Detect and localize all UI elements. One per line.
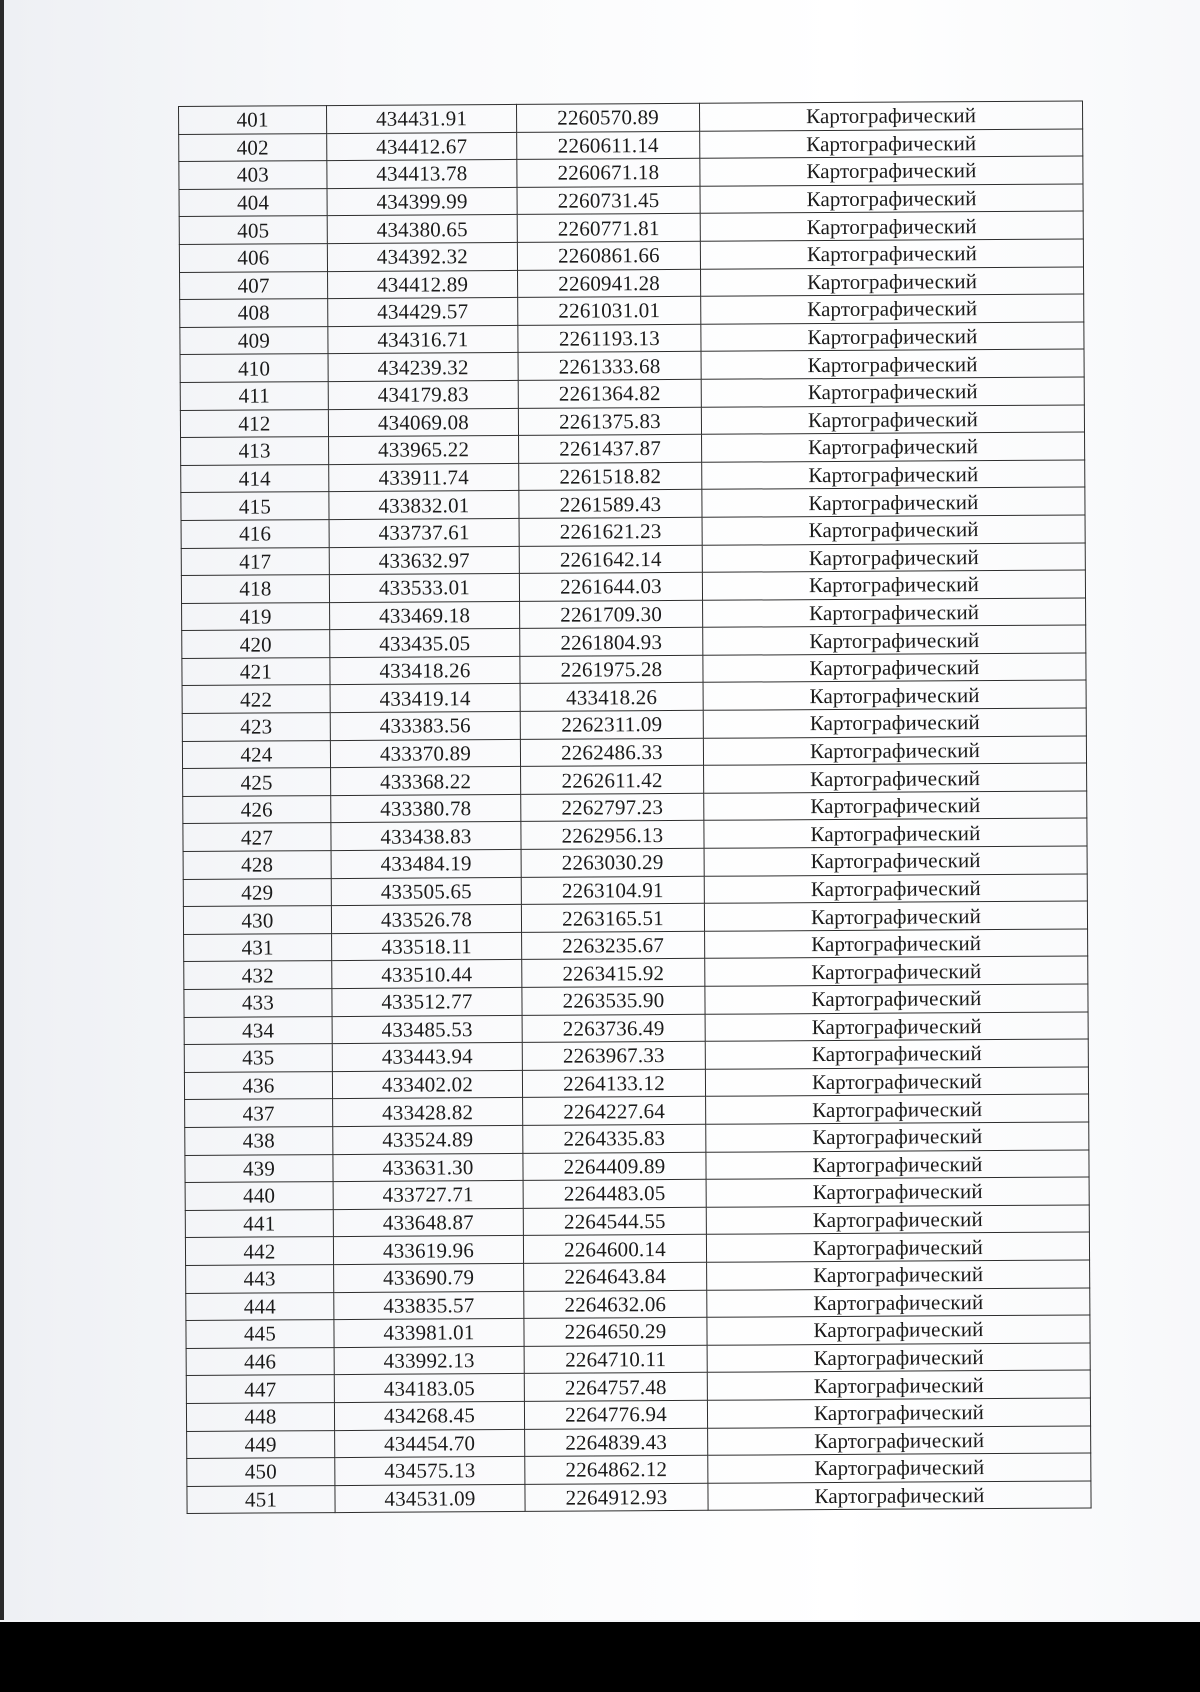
coordinate-y-cell: 2261333.68: [518, 352, 701, 381]
coordinate-x-cell: 434239.32: [328, 353, 518, 382]
coordinate-x-cell: 434429.57: [328, 298, 518, 327]
coordinate-x-cell: 433737.61: [329, 518, 519, 547]
coordinate-x-cell: 433512.77: [332, 987, 522, 1016]
method-cell: Картографический: [705, 956, 1088, 986]
point-number-cell: 412: [180, 409, 328, 437]
coordinate-x-cell: 433435.05: [330, 629, 520, 658]
point-number-cell: 408: [180, 299, 328, 327]
point-number-cell: 403: [179, 161, 327, 189]
method-cell: Картографический: [708, 1481, 1091, 1511]
coordinate-x-cell: 433526.78: [331, 905, 521, 934]
coordinate-y-cell: 2261642.14: [519, 545, 702, 574]
coordinate-x-cell: 433368.22: [331, 767, 521, 796]
point-number-cell: 423: [182, 713, 330, 741]
method-cell: Картографический: [704, 791, 1087, 821]
method-cell: Картографический: [704, 763, 1087, 793]
method-cell: Картографический: [702, 515, 1085, 545]
method-cell: Картографический: [705, 1039, 1088, 1069]
coordinate-x-cell: 433533.01: [329, 574, 519, 603]
coordinate-y-cell: 2264227.64: [523, 1097, 706, 1126]
coordinate-y-cell: 2264912.93: [525, 1483, 708, 1512]
coordinate-x-cell: 433505.65: [331, 877, 521, 906]
coordinates-table-wrapper: [178, 100, 1091, 1514]
coordinate-x-cell: 433510.44: [332, 960, 522, 989]
point-number-cell: 436: [184, 1071, 332, 1099]
coordinates-table: [178, 100, 1092, 1514]
coordinate-y-cell: 2264643.84: [524, 1262, 707, 1291]
coordinate-x-cell: 434316.71: [328, 325, 518, 354]
point-number-cell: 416: [181, 519, 329, 547]
point-number-cell: 430: [183, 906, 331, 934]
coordinate-x-cell: 433619.96: [333, 1236, 523, 1265]
method-cell: Картографический: [703, 653, 1086, 683]
coordinate-y-cell: 2262797.23: [521, 793, 704, 822]
method-cell: Картографический: [708, 1453, 1091, 1483]
coordinate-x-cell: 433631.30: [333, 1153, 523, 1182]
point-number-cell: 431: [184, 933, 332, 961]
point-number-cell: 447: [186, 1375, 334, 1403]
method-cell: Картографический: [700, 156, 1083, 186]
coordinate-y-cell: 2263415.92: [522, 959, 705, 988]
method-cell: Картографический: [702, 487, 1085, 517]
method-cell: Картографический: [707, 1315, 1090, 1345]
method-cell: Картографический: [705, 1067, 1088, 1097]
coordinate-x-cell: 433469.18: [330, 601, 520, 630]
method-cell: Картографический: [706, 1177, 1089, 1207]
method-cell: Картографический: [708, 1425, 1091, 1455]
coordinate-x-cell: 434268.45: [334, 1401, 524, 1430]
coordinate-x-cell: 434392.32: [327, 242, 517, 271]
coordinate-y-cell: 2264600.14: [523, 1235, 706, 1264]
coordinate-y-cell: 2263967.33: [522, 1041, 705, 1070]
coordinate-x-cell: 433690.79: [334, 1263, 524, 1292]
method-cell: Картографический: [707, 1398, 1090, 1428]
coordinate-x-cell: 433992.13: [334, 1346, 524, 1375]
coordinate-y-cell: 2262486.33: [520, 738, 703, 767]
point-number-cell: 429: [183, 878, 331, 906]
point-number-cell: 437: [185, 1099, 333, 1127]
coordinate-x-cell: 433911.74: [329, 463, 519, 492]
coordinate-x-cell: 433438.83: [331, 822, 521, 851]
coordinate-x-cell: 433632.97: [329, 546, 519, 575]
coordinate-x-cell: 433419.14: [330, 684, 520, 713]
point-number-cell: 417: [181, 547, 329, 575]
method-cell: Картографический: [707, 1287, 1090, 1317]
point-number-cell: 439: [185, 1154, 333, 1182]
point-number-cell: 424: [182, 740, 330, 768]
method-cell: Картографический: [704, 874, 1087, 904]
method-cell: Картографический: [701, 322, 1084, 352]
coordinate-y-cell: 433418.26: [520, 683, 703, 712]
point-number-cell: 448: [186, 1402, 334, 1430]
coordinate-y-cell: 2261709.30: [520, 600, 703, 629]
method-cell: Картографический: [700, 239, 1083, 269]
coordinate-y-cell: 2264839.43: [525, 1428, 708, 1457]
coordinate-x-cell: 434431.91: [327, 104, 517, 133]
point-number-cell: 451: [187, 1485, 335, 1513]
coordinate-y-cell: 2262311.09: [520, 710, 703, 739]
point-number-cell: 434: [184, 1016, 332, 1044]
method-cell: Картографический: [701, 267, 1084, 297]
coordinate-y-cell: 2260771.81: [517, 214, 700, 243]
method-cell: Картографический: [703, 680, 1086, 710]
table-row: [187, 1481, 1091, 1514]
point-number-cell: 413: [181, 437, 329, 465]
method-cell: Картографический: [704, 846, 1087, 876]
point-number-cell: 438: [185, 1127, 333, 1155]
coordinate-x-cell: 433518.11: [332, 932, 522, 961]
coordinate-y-cell: 2263235.67: [522, 931, 705, 960]
coordinate-y-cell: 2260570.89: [516, 103, 699, 132]
coordinate-x-cell: 434531.09: [335, 1484, 525, 1513]
point-number-cell: 421: [182, 657, 330, 685]
coordinate-x-cell: 433370.89: [330, 739, 520, 768]
coordinate-x-cell: 433648.87: [333, 1208, 523, 1237]
point-number-cell: 427: [183, 823, 331, 851]
point-number-cell: 432: [184, 961, 332, 989]
coordinate-y-cell: 2261804.93: [520, 628, 703, 657]
coordinate-x-cell: 434179.83: [328, 380, 518, 409]
coordinate-x-cell: 434412.67: [327, 132, 517, 161]
coordinate-x-cell: 434454.70: [335, 1429, 525, 1458]
coordinate-y-cell: 2264483.05: [523, 1179, 706, 1208]
coordinate-x-cell: 433402.02: [332, 1070, 522, 1099]
method-cell: Картографический: [700, 184, 1083, 214]
point-number-cell: 419: [182, 602, 330, 630]
point-number-cell: 401: [179, 106, 327, 134]
coordinate-x-cell: 433383.56: [330, 711, 520, 740]
coordinate-y-cell: 2261031.01: [518, 296, 701, 325]
scan-bottom-border: [0, 1622, 1200, 1692]
point-number-cell: 426: [183, 795, 331, 823]
coordinate-x-cell: 433443.94: [332, 1043, 522, 1072]
coordinate-y-cell: 2260671.18: [517, 159, 700, 188]
coordinate-y-cell: 2263165.51: [521, 904, 704, 933]
point-number-cell: 442: [185, 1237, 333, 1265]
coordinate-x-cell: 434183.05: [334, 1374, 524, 1403]
method-cell: Картографический: [702, 542, 1085, 572]
coordinate-y-cell: 2261437.87: [519, 434, 702, 463]
method-cell: Картографический: [706, 1094, 1089, 1124]
point-number-cell: 402: [179, 133, 327, 161]
method-cell: Картографический: [703, 625, 1086, 655]
point-number-cell: 410: [180, 354, 328, 382]
coordinate-y-cell: 2262956.13: [521, 821, 704, 850]
point-number-cell: 450: [187, 1458, 335, 1486]
point-number-cell: 411: [180, 382, 328, 410]
point-number-cell: 446: [186, 1347, 334, 1375]
point-number-cell: 422: [182, 685, 330, 713]
coordinate-y-cell: 2264133.12: [522, 1069, 705, 1098]
method-cell: Картографический: [705, 984, 1088, 1014]
coordinate-x-cell: 434575.13: [335, 1457, 525, 1486]
method-cell: Картографический: [702, 460, 1085, 490]
coordinate-y-cell: 2261589.43: [519, 490, 702, 519]
method-cell: Картографический: [704, 818, 1087, 848]
coordinate-y-cell: 2264409.89: [523, 1152, 706, 1181]
method-cell: Картографический: [700, 211, 1083, 241]
point-number-cell: 449: [187, 1430, 335, 1458]
point-number-cell: 407: [180, 271, 328, 299]
coordinate-x-cell: 433428.82: [333, 1098, 523, 1127]
point-number-cell: 444: [186, 1292, 334, 1320]
point-number-cell: 415: [181, 492, 329, 520]
point-number-cell: 425: [183, 768, 331, 796]
coordinate-x-cell: 433981.01: [334, 1319, 524, 1348]
coordinate-x-cell: 434399.99: [327, 187, 517, 216]
coordinate-y-cell: 2264544.55: [523, 1207, 706, 1236]
method-cell: Картографический: [703, 598, 1086, 628]
method-cell: Картографический: [707, 1260, 1090, 1290]
coordinate-y-cell: 2264710.11: [524, 1345, 707, 1374]
method-cell: Картографический: [706, 1122, 1089, 1152]
point-number-cell: 433: [184, 989, 332, 1017]
coordinate-y-cell: 2264757.48: [524, 1373, 707, 1402]
point-number-cell: 418: [181, 575, 329, 603]
coordinates-table-body: [179, 101, 1092, 1514]
point-number-cell: 445: [186, 1320, 334, 1348]
coordinate-x-cell: 433727.71: [333, 1181, 523, 1210]
coordinate-y-cell: 2261644.03: [519, 572, 702, 601]
coordinate-y-cell: 2261193.13: [518, 324, 701, 353]
method-cell: Картографический: [705, 929, 1088, 959]
coordinate-y-cell: 2260861.66: [517, 241, 700, 270]
method-cell: Картографический: [700, 129, 1083, 159]
coordinate-y-cell: 2260731.45: [517, 186, 700, 215]
coordinate-x-cell: 434413.78: [327, 160, 517, 189]
coordinate-y-cell: 2260611.14: [517, 131, 700, 160]
method-cell: Картографический: [707, 1343, 1090, 1373]
coordinate-x-cell: 433380.78: [331, 794, 521, 823]
method-cell: Картографический: [699, 101, 1082, 131]
coordinate-y-cell: 2264650.29: [524, 1317, 707, 1346]
method-cell: Картографический: [705, 1012, 1088, 1042]
coordinate-y-cell: 2262611.42: [521, 766, 704, 795]
coordinate-x-cell: 433524.89: [333, 1125, 523, 1154]
coordinate-y-cell: 2264862.12: [525, 1455, 708, 1484]
method-cell: Картографический: [704, 901, 1087, 931]
coordinate-x-cell: 433832.01: [329, 491, 519, 520]
point-number-cell: 428: [183, 851, 331, 879]
coordinate-x-cell: 433835.57: [334, 1291, 524, 1320]
point-number-cell: 405: [179, 216, 327, 244]
coordinate-y-cell: 2261375.83: [518, 407, 701, 436]
coordinate-x-cell: 433965.22: [329, 436, 519, 465]
method-cell: Картографический: [706, 1150, 1089, 1180]
method-cell: Картографический: [701, 377, 1084, 407]
coordinate-y-cell: 2260941.28: [518, 269, 701, 298]
method-cell: Картографический: [703, 708, 1086, 738]
coordinate-y-cell: 2263104.91: [521, 876, 704, 905]
coordinate-x-cell: 433418.26: [330, 656, 520, 685]
method-cell: Картографический: [707, 1370, 1090, 1400]
coordinate-y-cell: 2261621.23: [519, 517, 702, 546]
point-number-cell: 440: [185, 1182, 333, 1210]
point-number-cell: 435: [184, 1044, 332, 1072]
coordinate-y-cell: 2264335.83: [523, 1124, 706, 1153]
coordinate-y-cell: 2261975.28: [520, 655, 703, 684]
coordinate-y-cell: 2264632.06: [524, 1290, 707, 1319]
method-cell: Картографический: [701, 349, 1084, 379]
point-number-cell: 420: [182, 630, 330, 658]
coordinate-x-cell: 434412.89: [328, 270, 518, 299]
point-number-cell: 414: [181, 464, 329, 492]
coordinate-y-cell: 2264776.94: [524, 1400, 707, 1429]
coordinate-y-cell: 2263535.90: [522, 986, 705, 1015]
point-number-cell: 406: [179, 244, 327, 272]
coordinate-y-cell: 2261364.82: [518, 379, 701, 408]
method-cell: Картографический: [703, 736, 1086, 766]
point-number-cell: 441: [185, 1209, 333, 1237]
point-number-cell: 404: [179, 188, 327, 216]
coordinate-y-cell: 2263030.29: [521, 848, 704, 877]
coordinate-x-cell: 434380.65: [327, 215, 517, 244]
method-cell: Картографический: [706, 1232, 1089, 1262]
method-cell: Картографический: [702, 432, 1085, 462]
method-cell: Картографический: [701, 294, 1084, 324]
method-cell: Картографический: [701, 405, 1084, 435]
point-number-cell: 443: [186, 1265, 334, 1293]
method-cell: Картографический: [706, 1205, 1089, 1235]
scan-left-edge: [0, 0, 4, 1620]
point-number-cell: 409: [180, 326, 328, 354]
coordinate-x-cell: 433485.53: [332, 1015, 522, 1044]
coordinate-y-cell: 2261518.82: [519, 462, 702, 491]
coordinate-x-cell: 434069.08: [328, 408, 518, 437]
coordinate-y-cell: 2263736.49: [522, 1014, 705, 1043]
coordinate-x-cell: 433484.19: [331, 849, 521, 878]
method-cell: Картографический: [702, 570, 1085, 600]
